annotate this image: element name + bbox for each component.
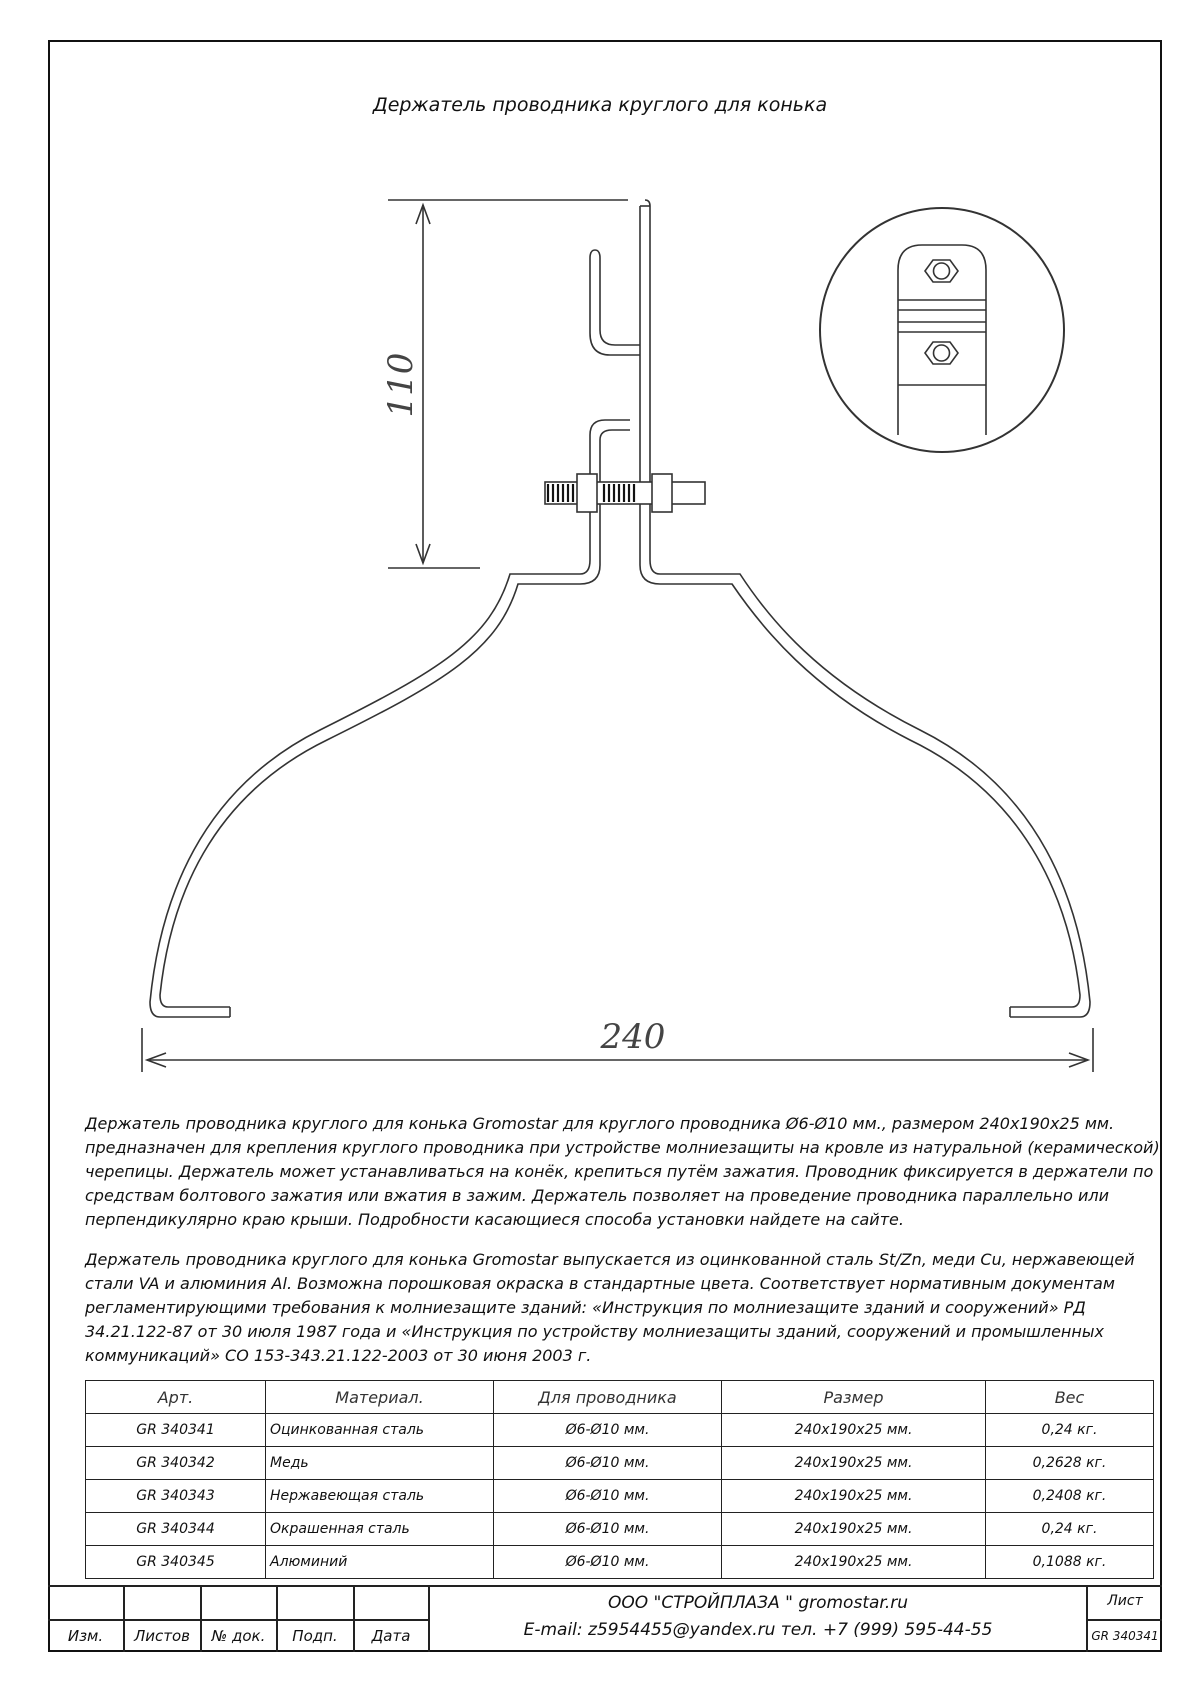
cell-conductor: Ø6-Ø10 мм. [494, 1546, 722, 1579]
cell-conductor: Ø6-Ø10 мм. [494, 1513, 722, 1546]
spec-table [85, 1380, 1154, 1579]
cell-material: Окрашенная сталь [266, 1513, 494, 1546]
cell-art: GR 340344 [86, 1513, 266, 1546]
header-material: Материал. [266, 1381, 494, 1414]
table-row [86, 1546, 1154, 1579]
cell-weight: 0,2628 кг. [986, 1447, 1154, 1480]
tb-contact: E-mail: z5954455@yandex.ru тел. +7 (999) 595-44-55 [523, 1620, 993, 1640]
tb-listov-label: Листов [133, 1627, 191, 1645]
table-row [86, 1414, 1154, 1447]
cell-conductor: Ø6-Ø10 мм. [494, 1414, 722, 1447]
cell-conductor: Ø6-Ø10 мм. [494, 1480, 722, 1513]
page-title: Держатель проводника круглого для конька [372, 94, 828, 116]
cell-size: 240x190x25 мм. [722, 1414, 986, 1447]
cell-weight: 0,2408 кг. [986, 1480, 1154, 1513]
cell-size: 240x190x25 мм. [722, 1480, 986, 1513]
cell-art: GR 340345 [86, 1546, 266, 1579]
header-art: Арт. [86, 1381, 266, 1414]
cell-size: 240x190x25 мм. [722, 1447, 986, 1480]
width-dimension-label: 240 [600, 1017, 666, 1057]
title-block [48, 1585, 1162, 1652]
height-dimension-label: 110 [381, 352, 421, 418]
tb-doc-no-label: № док. [211, 1627, 266, 1645]
cell-art: GR 340341 [86, 1414, 266, 1447]
header-conductor: Для проводника [494, 1381, 722, 1414]
header-weight: Вес [986, 1381, 1154, 1414]
cell-weight: 0,24 кг. [986, 1414, 1154, 1447]
table-row [86, 1513, 1154, 1546]
cell-weight: 0,24 кг. [986, 1513, 1154, 1546]
cell-size: 240x190x25 мм. [722, 1546, 986, 1579]
cell-material: Медь [266, 1447, 494, 1480]
tb-data-label: Дата [371, 1627, 411, 1645]
tb-izm-label: Изм. [67, 1627, 104, 1645]
description-paragraph-1: Держатель проводника круглого для конька Gromostar для круглого проводника Ø6-Ø10 мм., размером 240x190x25 мм. предназначен для крепления круглого проводника при устройстве молниезащиты на кровле из натуральной (керамической) черепицы. Держатель может устанавливаться на конёк, крепиться путём зажатия. Проводник фиксируется в держатели по средствам болтового зажатия или вжатия в зажим. Держатель позволяет на проведение проводника параллельно или перпендикулярно краю крыши. Подробности касающиеся способа установки найдете на сайте. [85, 1114, 1160, 1229]
cell-size: 240x190x25 мм. [722, 1513, 986, 1546]
cell-weight: 0,1088 кг. [986, 1546, 1154, 1579]
header-size: Размер [722, 1381, 986, 1414]
table-row [86, 1447, 1154, 1480]
description-paragraph-2: Держатель проводника круглого для конька Gromostar выпускается из оцинкованной сталь St/Zn, меди Cu, нержавеющей стали VA и алюминия Al. Возможна порошковая окраска в стандартные цвета. Соответствует нормативным документам регламентирующими требования к молниезащите зданий: «Инструкция по молниезащите зданий и сооружений» РД 34.21.122-87 от 30 июля 1987 года и «Инструкция по устройству молниезащиты зданий, сооружений и промышленных коммуникаций» СО 153-343.21.122-2003 от 30 июня 2003 г. [85, 1250, 1135, 1365]
tb-company: ООО "СТРОЙПЛАЗА " gromostar.ru [608, 1593, 908, 1613]
tb-sheet-label: Лист [1107, 1593, 1143, 1609]
cell-art: GR 340342 [86, 1447, 266, 1480]
clamp-plates [580, 200, 660, 584]
cell-art: GR 340343 [86, 1480, 266, 1513]
table-row [86, 1480, 1154, 1513]
cell-conductor: Ø6-Ø10 мм. [494, 1447, 722, 1480]
table-header-row [86, 1381, 1154, 1414]
detail-view [820, 208, 1064, 452]
cell-material: Нержавеющая сталь [266, 1480, 494, 1513]
holder-body [150, 574, 1090, 1017]
tb-sheet-code: GR 340341 [1091, 1629, 1159, 1643]
cell-material: Алюминий [266, 1546, 494, 1579]
tb-podp-label: Подп. [292, 1627, 338, 1645]
cell-material: Оцинкованная сталь [266, 1414, 494, 1447]
